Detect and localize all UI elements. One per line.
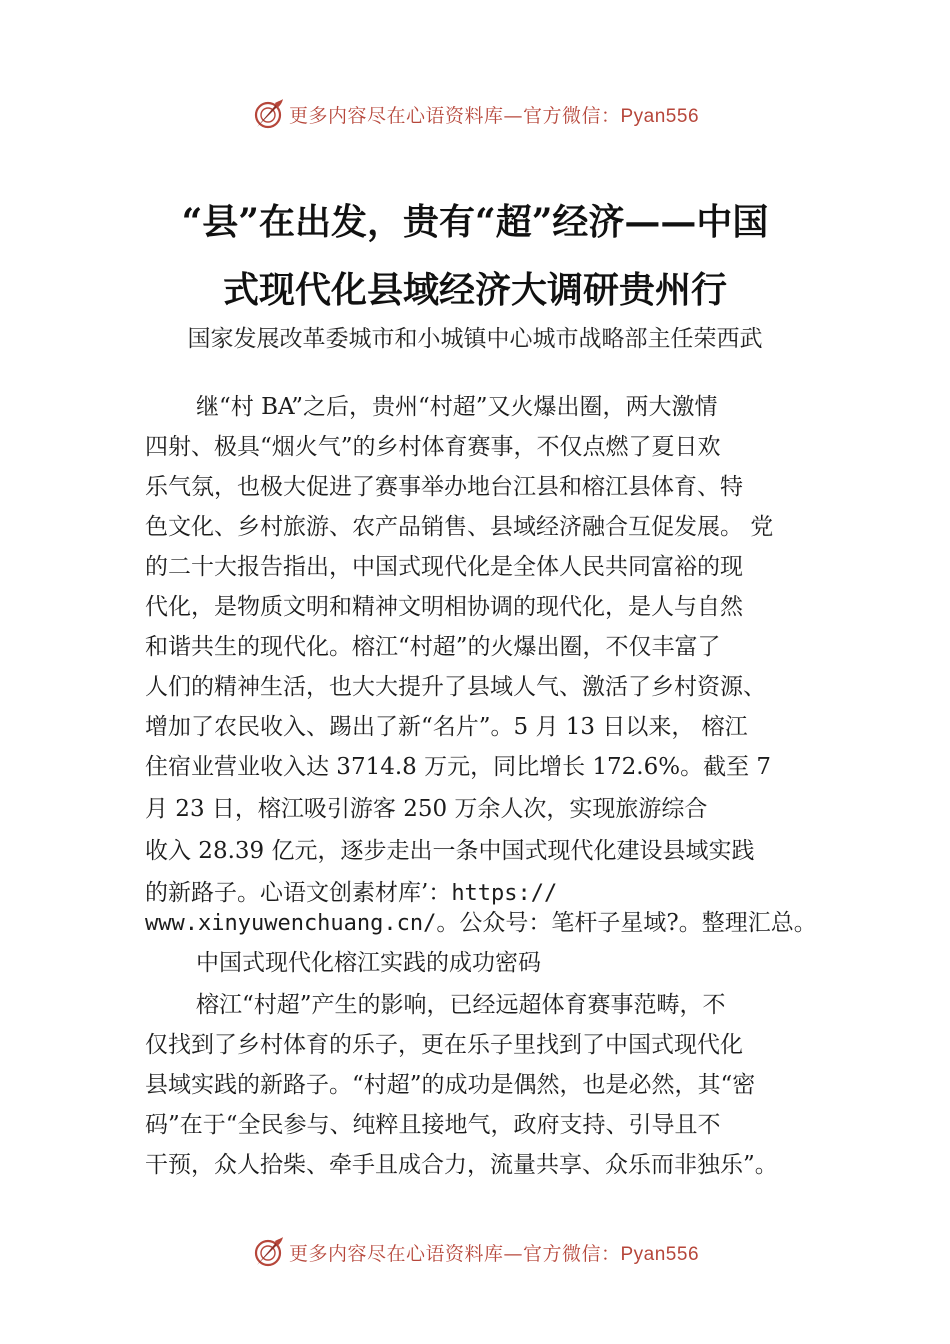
- source-url[interactable]: www.xinyuwenchuang.cn/: [145, 911, 437, 936]
- body-line: 月 23 日，榕江吸引游客 250 万余人次，实现旅游综合: [145, 796, 708, 822]
- watermark-banner-top: [0, 94, 950, 134]
- body-line: 的二十大报告指出，中国式现代化是全体人民共同富裕的现: [145, 554, 743, 580]
- body-line: 人们的精神生活，也大大提升了县域人气、激活了乡村资源、: [145, 674, 766, 700]
- source-line-1: [145, 878, 557, 909]
- body-line: 继“村 BA”之后，贵州“村超”又火爆出圈，两大激情: [196, 394, 718, 420]
- author-line: 国家发展改革委城市和小城镇中心城市战略部主任荣西武: [187, 326, 763, 352]
- body-line: 仅找到了乡村体育的乐子，更在乐子里找到了中国式现代化: [145, 1032, 743, 1058]
- source-line-2: [145, 908, 817, 939]
- document-title-line-1: “县”在出发，贵有“超”经济——中国: [181, 201, 769, 243]
- body-line: 四射、极具“烟火气”的乡村体育赛事，不仅点燃了夏日欢: [145, 434, 721, 460]
- watermark-text: 更多内容尽在心语资料库—官方微信：Pyan556: [288, 104, 700, 127]
- body-line: 县域实践的新路子。“村超”的成功是偶然，也是必然，其“密: [145, 1072, 756, 1098]
- watermark-banner-bottom: [0, 1232, 950, 1272]
- body-line: 增加了农民收入、踢出了新“名片”。5 月 13 日以来， 榕江: [145, 714, 748, 740]
- source-url[interactable]: https://: [451, 881, 558, 906]
- body-line: 榕江“村超”产生的影响，已经远超体育赛事范畴，不: [196, 992, 726, 1018]
- document-title-line-2: 式现代化县域经济大调研贵州行: [222, 269, 727, 311]
- source-text: 的新路子。心语文创素材库’：: [145, 880, 452, 906]
- body-line: 住宿业营业收入达 3714.8 万元，同比增长 172.6%。截至 7: [145, 754, 772, 780]
- body-line: 乐气氛，也极大促进了赛事举办地台江县和榕江县体育、特: [145, 474, 743, 500]
- source-text: 。公众号：笔杆子星域?。整理汇总。: [436, 910, 817, 936]
- watermark-text: 更多内容尽在心语资料库—官方微信：Pyan556: [288, 1242, 700, 1265]
- quill-seal-icon: [251, 97, 285, 131]
- body-line: 代化，是物质文明和精神文明相协调的现代化，是人与自然: [145, 594, 743, 620]
- body-line: 收入 28.39 亿元，逐步走出一条中国式现代化建设县域实践: [145, 838, 755, 864]
- body-line: 干预，众人拾柴、牵手且成合力，流量共享、众乐而非独乐”。: [145, 1152, 778, 1178]
- body-line: 码”在于“全民参与、纯粹且接地气，政府支持、引导且不: [145, 1112, 721, 1138]
- body-line: 色文化、乡村旅游、农产品销售、县域经济融合互促发展。 党: [145, 514, 774, 540]
- quill-seal-icon: [251, 1235, 285, 1269]
- body-line: 和谐共生的现代化。榕江“村超”的火爆出圈，不仅丰富了: [145, 634, 721, 660]
- section-heading: 中国式现代化榕江实践的成功密码: [196, 950, 541, 976]
